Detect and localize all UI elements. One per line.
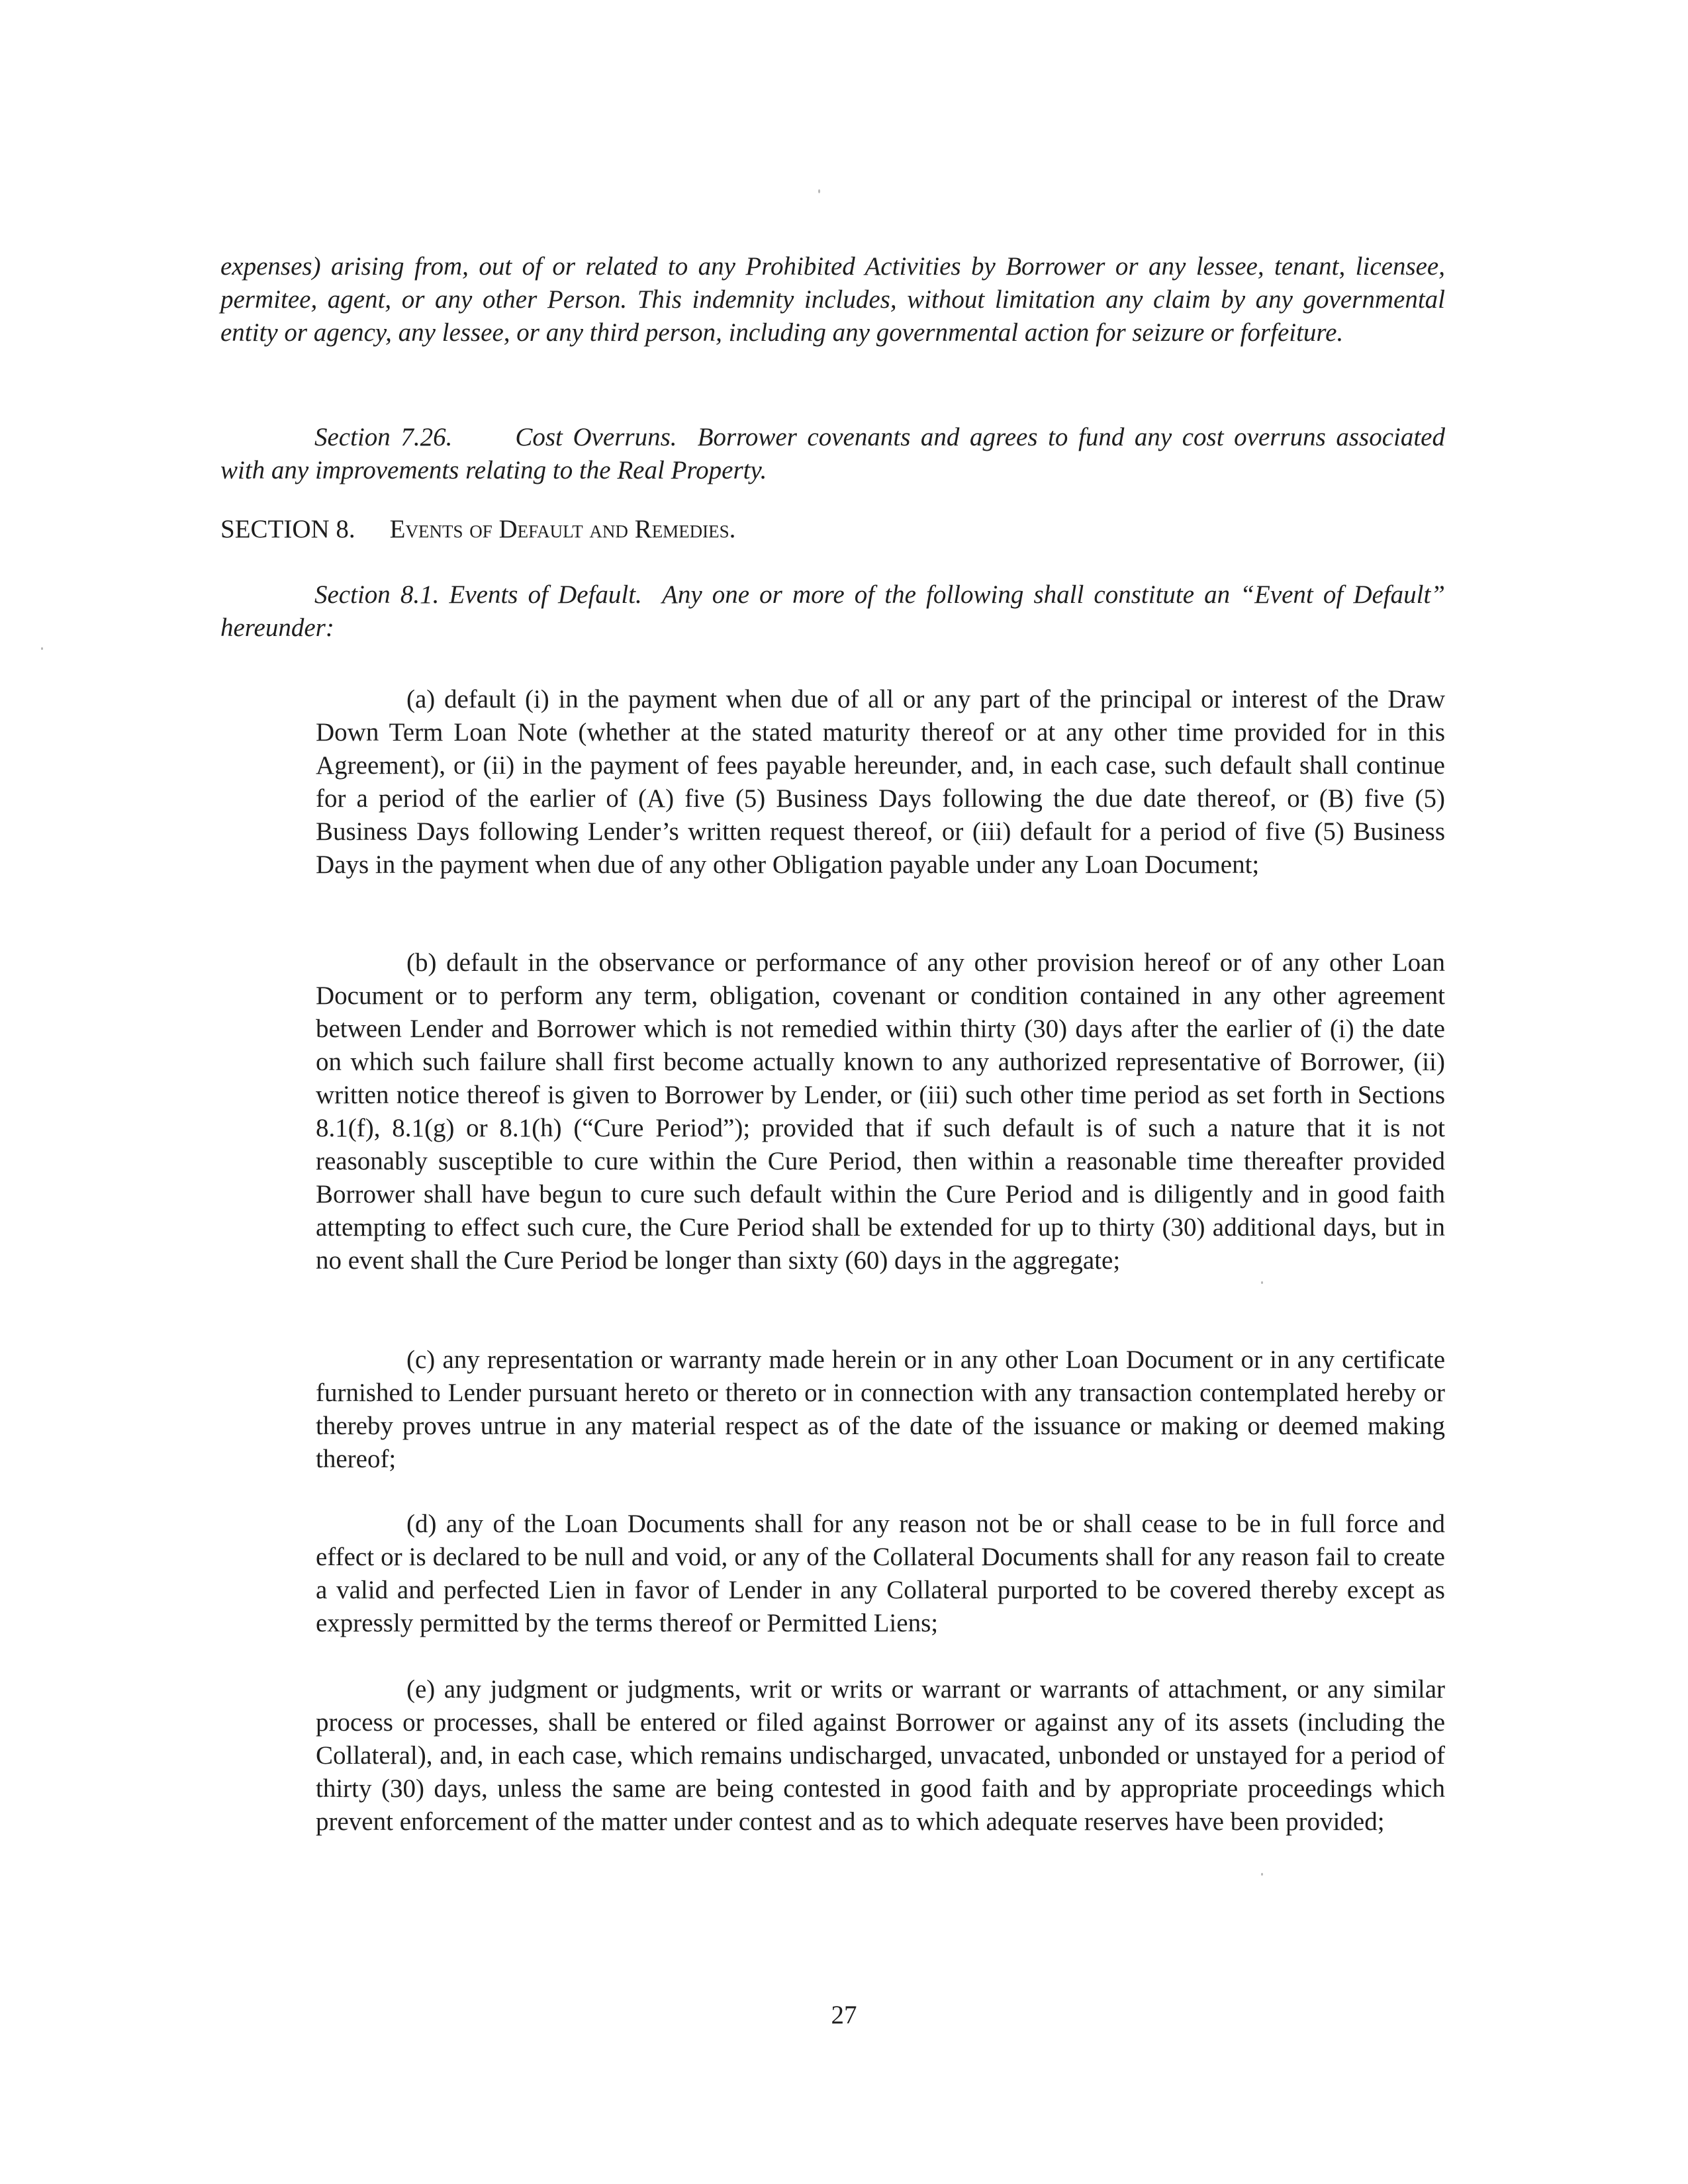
scan-speck (41, 647, 43, 650)
clause-c: (c) any representation or warranty made herein or in any other Loan Document or in any certificate furnished to Lender pursuant hereto or thereto or in connection with any transaction contemplated hereby or thereby proves untrue in any material respect as of the date of the issuance or making or deemed making thereof; (316, 1345, 1445, 1473)
section-7-26-title: Cost Overruns. (515, 423, 677, 451)
section-8-1-paragraph (220, 578, 1445, 645)
section-8-1-title: Events of Default. (449, 580, 642, 609)
scan-speck (1261, 1281, 1263, 1284)
clause-d: (d) any of the Loan Documents shall for any reason not be or shall cease to be in full force and effect or is declared to be null and void, or any of the Collateral Documents shall for any reason fail to create a valid and perfected Lien in favor of Lender in any Collateral purported to be covered thereby except as expressly permitted by the terms thereof or Permitted Liens; (316, 1510, 1445, 1637)
section-8-heading (220, 513, 1445, 546)
section-8-number: SECTION 8. (220, 515, 355, 543)
section-8-title: Events of Default and Remedies. (389, 515, 736, 543)
section-7-26-paragraph (220, 421, 1445, 487)
scan-speck (818, 189, 820, 193)
section-8-1-number: Section 8.1. (314, 580, 440, 609)
clause-e: (e) any judgment or judgments, writ or writs or warrant or warrants of attachment, or any similar process or processes, shall be entered or filed against Borrower or against any of its assets (including the Collateral), and, in each case, which remains undischarged, unvacated, unbonded or unstayed for a period of thirty (30) days, unless the same are being contested in good faith and by appropriate proceedings which prevent enforcement of the matter under contest and as to which adequate reserves have been provided; (316, 1675, 1445, 1836)
clause-b: (b) default in the observance or performance of any other provision hereof or of any other Loan Document or to perform any term, obligation, covenant or condition contained in any other agreement between Lender and Borrower which is not remedied within thirty (30) days after the earlier of (i) the date on which such failure shall first become actually known to any authorized representative of Borrower, (ii) written notice thereof is given to Borrower by Lender, or (iii) such other time period as set forth in Sections 8.1(f), 8.1(g) or 8.1(h) (“Cure Period”); provided that if such default is of such a nature that it is not reasonably susceptible to cure within the Cure Period, then within a reasonable time thereafter provided Borrower shall have begun to cure such default within the Cure Period and is diligently and in good faith attempting to effect such cure, the Cure Period shall be extended for up to thirty (30) additional days, but in no event shall the Cure Period be longer than sixty (60) days in the aggregate; (316, 948, 1445, 1275)
clause-a: (a) default (i) in the payment when due of all or any part of the principal or interest of the Draw Down Term Loan Note (whether at the stated maturity thereof or at any other time provided for in this Agreement), or (ii) in the payment of fees payable hereunder, and, in each case, such default shall continue for a period of the earlier of (A) five (5) Business Days following the due date thereof, or (B) five (5) Business Days following Lender’s written request thereof, or (iii) default for a period of five (5) Business Days in the payment when due of any other Obligation payable under any Loan Document; (316, 685, 1445, 879)
page-number: 27 (831, 2001, 857, 2029)
scan-speck (1261, 1873, 1263, 1876)
section-7-26-text: Borrower covenants and agrees to fund any cost overruns associated with any improvements relating to the Real Property. (220, 423, 1445, 484)
section-8-1-text: Any one or more of the following shall constitute an “Event of Default” hereunder: (220, 580, 1446, 642)
indemnity-continuation-paragraph: expenses) arising from, out of or related to any Prohibited Activities by Borrower or any lessee, tenant, licensee, permitee, agent, or any other Person. This indemnity includes, without limitation any claim by any governmental entity or agency, any lessee, or any third person, including any governmental action for seizure or forfeiture. (220, 252, 1445, 347)
section-7-26-number: Section 7.26. (314, 423, 453, 451)
